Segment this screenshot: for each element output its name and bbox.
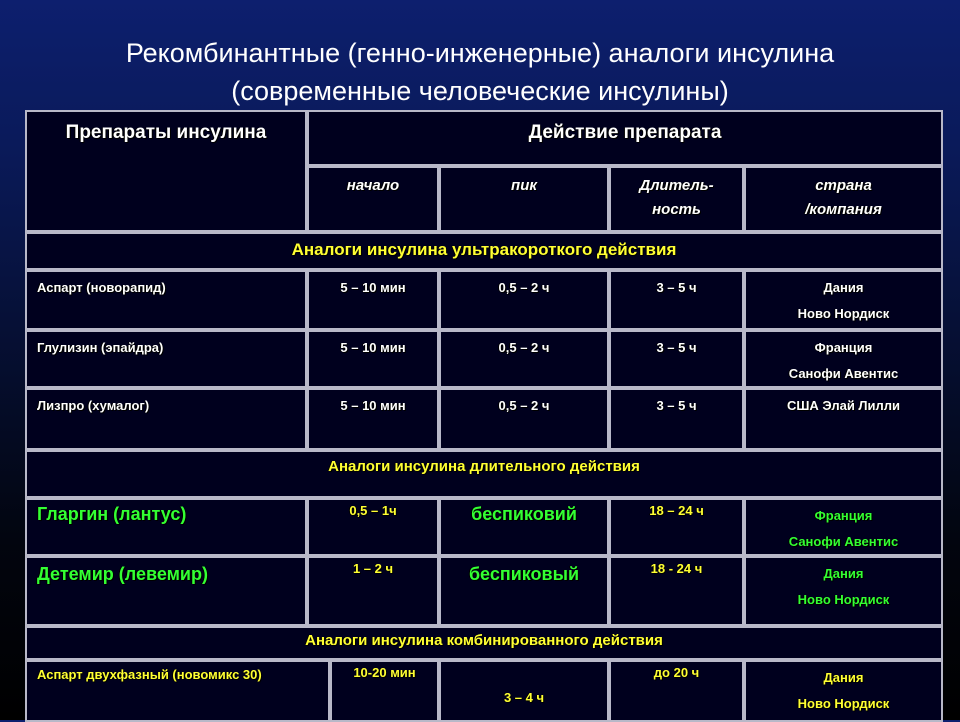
header-duration (609, 166, 744, 232)
row-duration: 3 – 5 ч (609, 270, 744, 330)
row-country-line-2: Ново Нордиск (797, 696, 890, 711)
row-country-line-1: Дания (823, 670, 864, 685)
title-line-2: (современные человеческие инсулины) (231, 76, 729, 106)
header-country-line-1: страна (815, 177, 872, 194)
row-country (744, 498, 943, 556)
table-row (25, 556, 943, 626)
row-duration: до 20 ч (609, 660, 744, 722)
slide-title (0, 34, 960, 110)
header-country (744, 166, 943, 232)
row-onset: 5 – 10 мин (307, 388, 439, 450)
row-peak: 3 – 4 ч (439, 660, 609, 722)
table-row (25, 388, 943, 450)
row-country (744, 270, 943, 330)
row-name: Глулизин (эпайдра) (25, 330, 307, 388)
row-country-line-2: Ново Нордиск (797, 306, 890, 321)
row-onset: 5 – 10 мин (307, 330, 439, 388)
row-name: Лизпро (хумалог) (25, 388, 307, 450)
section-title-ultrashort: Аналоги инсулина ультракороткого действия (25, 232, 943, 270)
row-country-line-1: Дания (823, 280, 864, 295)
header-action: Действие препарата (307, 110, 943, 166)
title-line-1: Рекомбинантные (генно-инженерные) аналоги инсулина (125, 38, 835, 68)
table-header (25, 110, 943, 232)
section-title-combined: Аналоги инсулина комбинированного действия (25, 626, 943, 660)
table-row (25, 498, 943, 556)
row-duration: 18 - 24 ч (609, 556, 744, 626)
section-row-long (25, 450, 943, 498)
row-peak: беспиковый (439, 556, 609, 626)
header-duration-line-1: Длитель- (639, 177, 714, 194)
header-duration-line-2: ность (652, 201, 701, 218)
row-onset: 1 – 2 ч (307, 556, 439, 626)
row-country (744, 660, 943, 722)
insulin-table (25, 110, 943, 720)
header-onset: начало (307, 166, 439, 232)
row-name: Аспарт (новорапид) (25, 270, 307, 330)
row-onset: 10-20 мин (330, 660, 439, 722)
header-preparations: Препараты инсулина (25, 110, 307, 232)
table-row (25, 270, 943, 330)
table-row (25, 330, 943, 388)
header-peak: пик (439, 166, 609, 232)
table-row (25, 660, 943, 722)
row-peak: 0,5 – 2 ч (439, 330, 609, 388)
row-duration: 3 – 5 ч (609, 388, 744, 450)
row-country-line-2: Санофи Авентис (788, 534, 899, 549)
row-country (744, 330, 943, 388)
row-peak: 0,5 – 2 ч (439, 388, 609, 450)
row-name: Детемир (левемир) (25, 556, 307, 626)
row-country (744, 388, 943, 450)
row-country-line-1: Франция (814, 508, 873, 523)
row-country-line-2: Санофи Авентис (788, 366, 899, 381)
row-country (744, 556, 943, 626)
row-peak: беспиковий (439, 498, 609, 556)
row-country-line-1: Дания (823, 566, 864, 581)
row-country-line-1: США Элай Лилли (786, 398, 901, 413)
row-name: Гларгин (лантус) (25, 498, 307, 556)
section-title-long: Аналоги инсулина длительного действия (25, 450, 943, 498)
row-onset: 0,5 – 1ч (307, 498, 439, 556)
row-country-line-2: Ново Нордиск (797, 592, 890, 607)
row-duration: 3 – 5 ч (609, 330, 744, 388)
row-country-line-1: Франция (814, 340, 873, 355)
section-row-ultrashort (25, 232, 943, 270)
row-peak: 0,5 – 2 ч (439, 270, 609, 330)
section-row-combined (25, 626, 943, 660)
row-onset: 5 – 10 мин (307, 270, 439, 330)
row-duration: 18 – 24 ч (609, 498, 744, 556)
header-country-line-2: /компания (805, 201, 882, 218)
row-name: Аспарт двухфазный (новомикс 30) (25, 660, 330, 722)
